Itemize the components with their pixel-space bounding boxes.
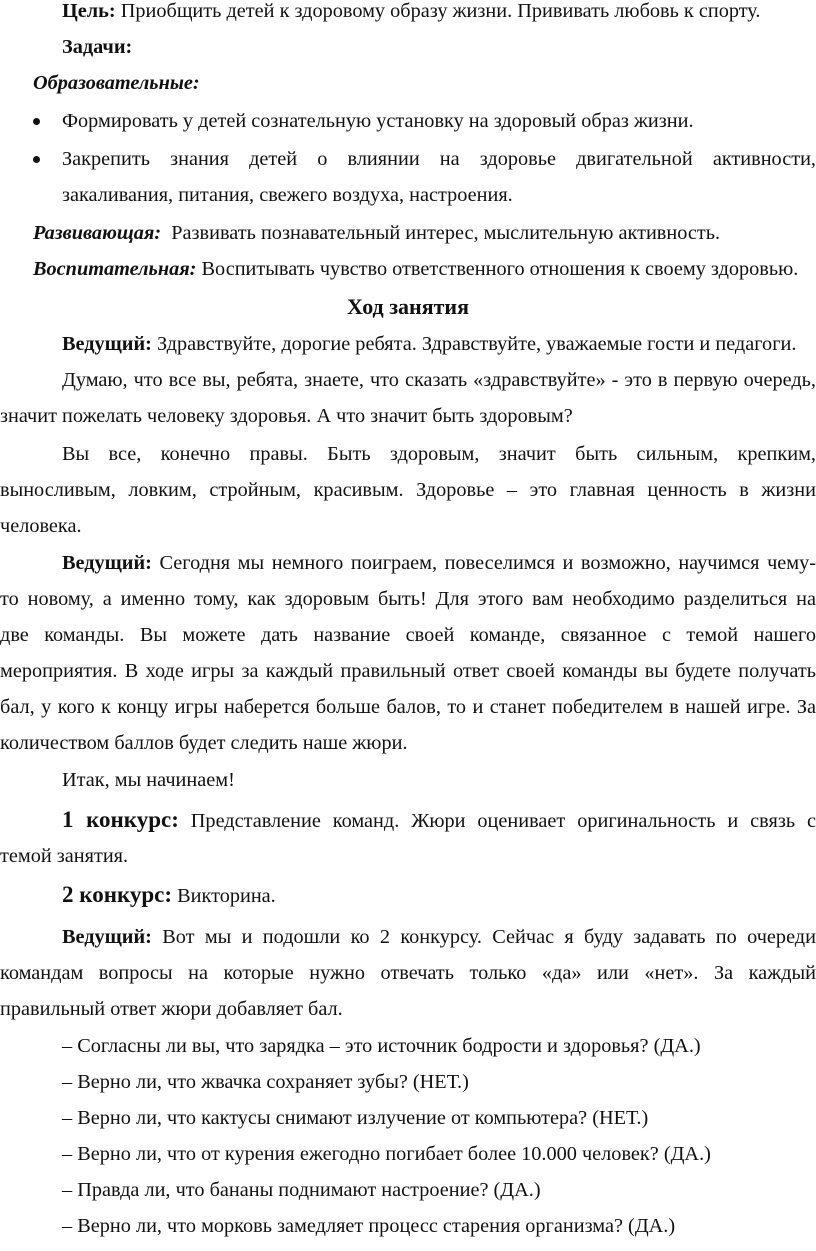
contest-1-label: 1 конкурс: [62, 807, 179, 832]
paragraph-line: две команды. Вы можете дать название своей команде, связанное с темой нашего [0, 624, 816, 646]
paragraph-line: выносливым, ловким, стройным, красивым. Здоровье – это главная ценность в жизни [0, 479, 816, 501]
greeting-text: Здравствуйте, дорогие ребята. Здравствуйте, уважаемые гости и педагоги. [157, 333, 797, 355]
upbringing-text: Воспитывать чувство ответственного отношения к своему здоровью. [201, 258, 799, 280]
quiz-question: – Верно ли, что кактусы снимают излучение от компьютера? (НЕТ.) [62, 1107, 649, 1129]
paragraph-line: Думаю, что все вы, ребята, знаете, что сказать «здравствуйте» - это в первую очередь, [62, 369, 816, 391]
quiz-question: – Верно ли, что от курения ежегодно погибает более 10.000 человек? (ДА.) [62, 1143, 711, 1165]
tasks-label: Задачи: [62, 36, 133, 58]
educational-item-2-line-1: Закрепить знания детей о влиянии на здоровье двигательной активности, [62, 148, 816, 170]
paragraph-line [62, 921, 816, 954]
host-greeting [62, 328, 796, 361]
paragraph-line: Вы все, конечно правы. Быть здоровым, значит быть сильным, крепким, [62, 443, 816, 465]
paragraph-text: Вот мы и подошли ко 2 конкурсу. Сейчас я буду задавать по очереди [162, 926, 816, 948]
developing-line [33, 217, 720, 250]
quiz-question: – Согласны ли вы, что зарядка – это источник бодрости и здоровья? (ДА.) [62, 1035, 701, 1057]
host-label: Ведущий: [62, 926, 152, 948]
paragraph-line: человека. [0, 515, 82, 537]
paragraph-line: мероприятия. В ходе игры за каждый правильный ответ своей команды вы будете получать [0, 660, 816, 682]
contest-2-text: Викторина. [177, 885, 276, 907]
goal-text: Приобщить детей к здоровому образу жизни. Прививать любовь к спорту. [120, 0, 761, 22]
quiz-question: – Правда ли, что бананы поднимают настроение? (ДА.) [62, 1179, 541, 1201]
quiz-question: – Верно ли, что жвачка сохраняет зубы? (НЕТ.) [62, 1071, 469, 1093]
educational-label: Образовательные: [33, 72, 200, 94]
contest-2-line [62, 878, 276, 913]
paragraph-line: Итак, мы начинаем! [62, 769, 235, 791]
educational-item-2-line-2: закаливания, питания, свежего воздуха, настроения. [62, 184, 513, 206]
contest-2-label: 2 конкурс: [62, 882, 173, 907]
contest-1-text: Представление команд. Жюри оценивает оригинальность и связь с [190, 810, 816, 832]
paragraph-line: правильный ответ жюри добавляет бал. [0, 998, 343, 1020]
bullet-icon [33, 156, 40, 163]
educational-item-1: Формировать у детей сознательную установку на здоровый образ жизни. [62, 110, 694, 132]
contest-1-line [62, 803, 816, 838]
contest-1-line-2: темой занятия. [0, 845, 129, 867]
developing-label: Развивающая: [33, 222, 162, 244]
paragraph-line: то новому, а именно тому, как здоровым быть! Для этого вам необходимо разделиться на [0, 588, 816, 610]
paragraph-line: командам вопросы на которые нужно отвечать только «да» или «нет». За каждый [0, 962, 816, 984]
goal-label: Цель: [62, 0, 116, 22]
upbringing-line [33, 253, 798, 286]
paragraph-line: бал, у кого к концу игры наберется больше балов, то и станет победителем в нашей игре. За [0, 696, 816, 718]
paragraph-line: количеством баллов будет следить наше жюри. [0, 732, 408, 754]
developing-text: Развивать познавательный интерес, мыслительную активность. [171, 222, 721, 244]
goal-line [62, 0, 761, 28]
host-label: Ведущий: [62, 552, 152, 574]
paragraph-text: Сегодня мы немного поиграем, повеселимся и возможно, научимся чему- [159, 552, 816, 574]
upbringing-label: Воспитательная: [33, 258, 197, 280]
paragraph-line [62, 547, 816, 580]
host-label: Ведущий: [62, 333, 152, 355]
section-title: Ход занятия [346, 294, 469, 319]
paragraph-line: значит пожелать человеку здоровья. А что значит быть здоровым? [0, 405, 573, 427]
quiz-question: – Верно ли, что морковь замедляет процесс старения организма? (ДА.) [62, 1215, 676, 1237]
bullet-icon [33, 118, 40, 125]
